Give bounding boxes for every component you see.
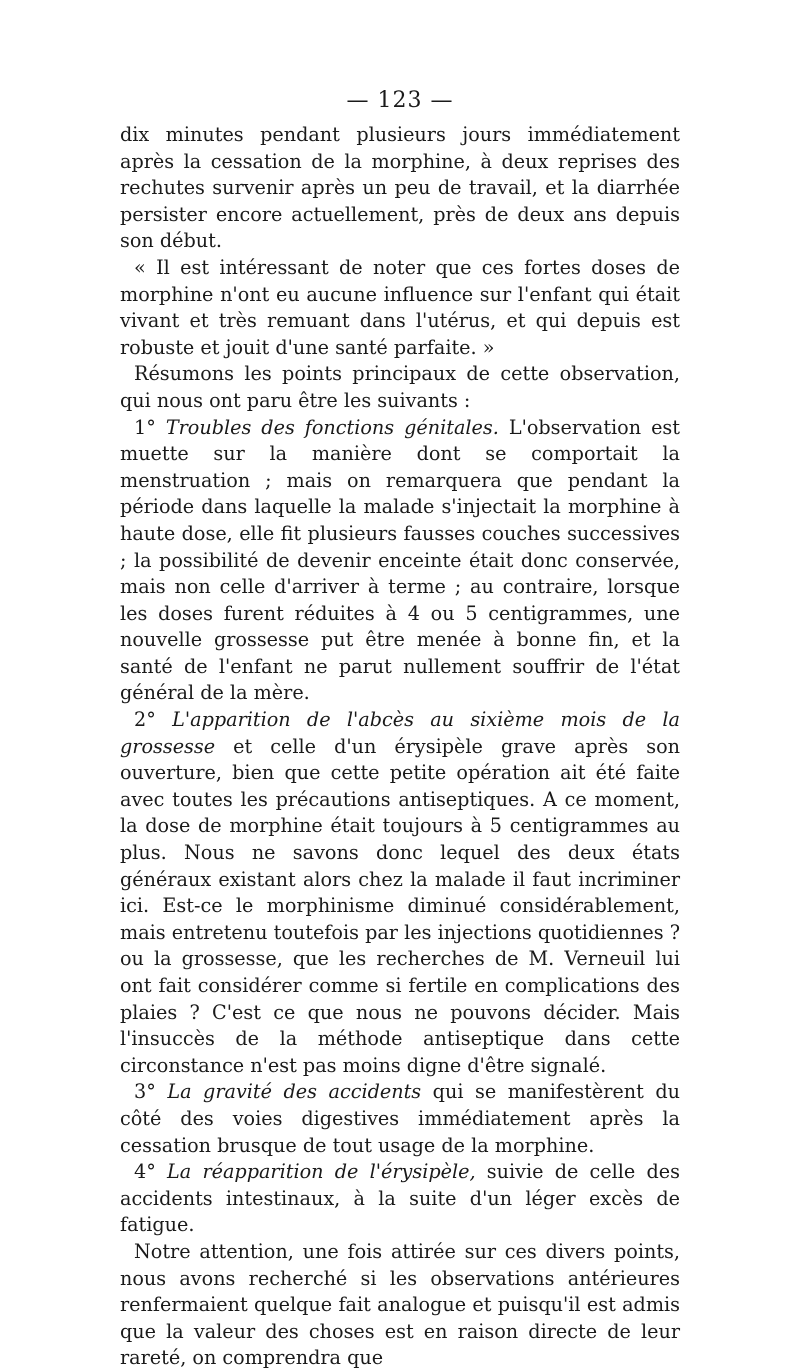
list-item-4 xyxy=(120,1159,680,1239)
paragraph-continuation: dix minutes pendant plusieurs jours immédiatement après la cessation de la morphine, à deux reprises des rechutes survenir après un peu de travail, et la diarrhée persister encore actuellement, près de deux ans depuis son début. xyxy=(120,123,680,253)
list-item-1-heading: Troubles des fonctions génitales. xyxy=(165,415,499,439)
list-item-1-text: L'observation est muette sur la manière dont se comportait la menstruation ; mais on remarquera que pendant la période dans laquelle la malade s'injectait la morphine à haute dose, elle fit plusieurs fausses couches successives ; la possibilité de devenir enceinte était donc conservée, mais non celle d'arriver à terme ; au contraire, lorsque les doses furent réduites à 4 ou 5 centigrammes, une nouvelle grossesse put être menée à bonne fin, et la santé de l'enfant ne parut nullement souffrir de l'état général de la mère. xyxy=(120,415,680,705)
list-item-3-number: 3° xyxy=(134,1080,156,1104)
list-item-2 xyxy=(120,707,680,1079)
list-item-4-number: 4° xyxy=(134,1160,156,1184)
book-page xyxy=(120,86,680,1372)
list-item-4-heading: La réapparition de l'érysipèle, xyxy=(167,1160,476,1184)
paragraph-summary-intro: Résumons les points principaux de cette observation, qui nous ont paru être les suivants : xyxy=(120,362,680,412)
list-item-2-text: et celle d'un érysipèle grave après son ouverture, bien que cette petite opération ait été faite avec toutes les précautions antiseptiques. A ce moment, la dose de morphine était toujours à 5 centigrammes au plus. Nous ne savons donc lequel des deux états généraux existant alors chez la malade il faut incriminer ici. Est-ce le morphinisme diminué considérablement, mais entretenu toutefois par les injections quotidiennes ? ou la grossesse, que les recherches de M. Verneuil lui ont fait considérer comme si fertile en complications des plaies ? C'est ce que nous ne pouvons décider. Mais l'insuccès de la méthode antiseptique dans cette circonstance n'est pas moins digne d'être signalé. xyxy=(120,734,680,1077)
list-item-3-text: qui se manifestèrent du côté des voies digestives immédiatement après la cessation brusque de tout usage de la morphine. xyxy=(120,1080,680,1157)
list-item-1-number: 1° xyxy=(134,415,156,439)
list-item-1 xyxy=(120,415,680,708)
page-number: — 123 — xyxy=(346,88,454,113)
paragraph-conclusion: Notre attention, une fois attirée sur ces divers points, nous avons recherché si les observations antérieures renfermaient quelque fait analogue et puisqu'il est admis que la valeur des choses est en raison directe de leur rareté, on comprendra que xyxy=(120,1239,680,1370)
list-item-3 xyxy=(120,1079,680,1159)
list-item-2-heading: L'apparition de l'abcès au sixième mois de la grossesse xyxy=(120,708,680,758)
list-item-3-heading: La gravité des accidents xyxy=(167,1080,422,1104)
paragraph-quote: « Il est intéressant de noter que ces fortes doses de morphine n'ont eu aucune influence sur l'enfant qui était vivant et très remuant dans l'utérus, et qui depuis est robuste et jouit d'une santé parfaite. » xyxy=(120,255,680,359)
list-item-2-number: 2° xyxy=(134,708,156,732)
list-item-4-text: suivie de celle des accidents intestinaux, à la suite d'un léger excès de fatigue. xyxy=(120,1160,680,1237)
